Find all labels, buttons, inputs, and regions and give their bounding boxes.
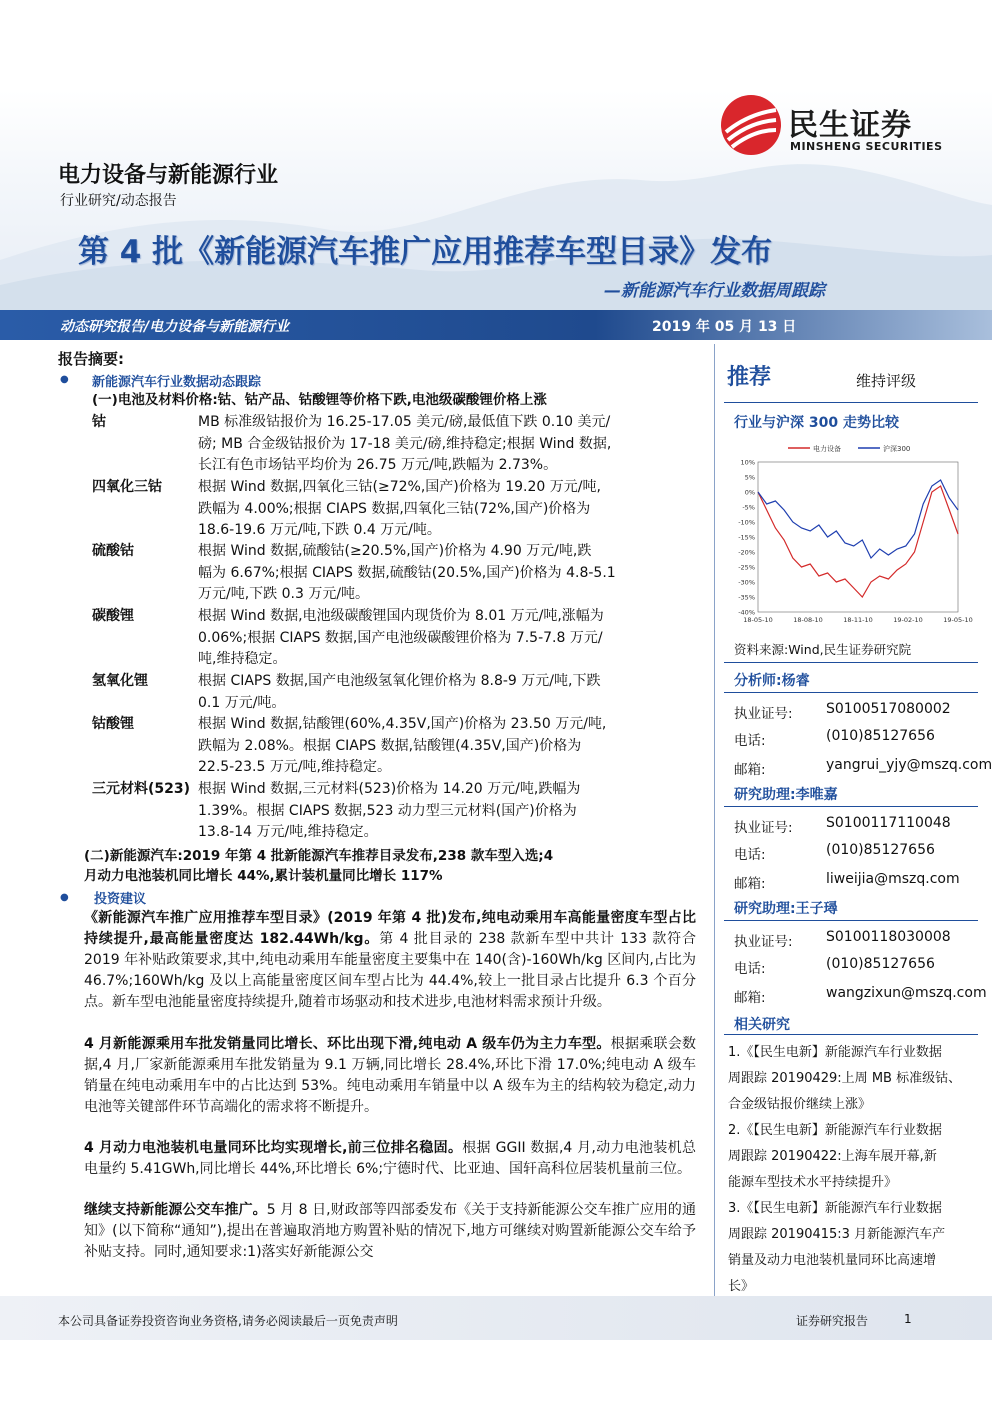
material-desc-line: 0.1 万元/吨。 — [198, 694, 286, 711]
material-desc-line: 幅为 6.67%;根据 CIAPS 数据,硫酸钴(20.5%,国产)价格为 4.8-5.1 — [198, 564, 616, 581]
material-desc-line: 吨,维持稳定。 — [198, 651, 287, 667]
y-tick-label: 10% — [740, 458, 755, 467]
paragraph-sales-body: 根据乘联会数据,4 月,厂家新能源乘用车批发销量为 9.1 万辆,同比增长 28.4%,环比下滑 17.0%;纯电动 A 级车销量在纯电动乘用车中的占比达到 53%。纯电动乘用车销量中以 A 级车为主的结构较为稳定,动力电池等关键部件环节高端化的需求将不断提升。 — [84, 1036, 697, 1115]
paragraph-catalog-body: 第 4 批目录的 238 款新车型中共计 133 款符合 2019 年补贴政策要求,其中,纯电动乘用车能量密度主要集中在 140(含)-160Wh/kg 区间内,占比为 46.7%;160Wh/kg 及以上高能量密度区间车型占比为 44.4%,较上一批目录占比提升 6.3 个百分点。新车型电池能量密度持续提升,随着市场驱动和技术进步,电池材料需求预计升级。 — [84, 931, 696, 1010]
paragraph-battery-body: 根据 GGII 数据,4 月,动力电池装机总电量约 5.41GWh,同比增长 44%,环比增长 6%;宁德时代、比亚迪、国轩高科位居装机量前三位。 — [84, 1140, 696, 1177]
section-heading-data: 新能源汽车行业数据动态跟踪 — [92, 375, 262, 390]
footer-doc-type: 证券研究报告 — [796, 1314, 869, 1328]
material-desc-line: 13.8-14 万元/吨,维持稳定。 — [198, 824, 378, 840]
plot-frame — [758, 462, 958, 612]
phone-label: 电话: — [734, 733, 766, 749]
report-subtitle: —新能源汽车行业数据周跟踪 — [604, 281, 825, 301]
email-address[interactable]: wangzixun@mszq.com — [826, 985, 987, 1001]
legend-label: 电力设备 — [813, 445, 841, 453]
phone-number: (010)85127656 — [826, 842, 935, 858]
material-term: 钴酸锂 — [92, 716, 134, 732]
material-desc-line: 22.5-23.5 万元/吨,维持稳定。 — [198, 759, 392, 775]
related-report-line[interactable]: 销量及动力电池装机量同环比高速增 — [728, 1253, 937, 1268]
subsection-battery-prices: (一)电池及材料价格:钴、钴产品、钴酸锂等价格下跌,电池级碳酸锂价格上涨 — [92, 392, 547, 408]
phone-number: (010)85127656 — [826, 956, 935, 972]
x-tick-label: 18-08-10 — [793, 616, 823, 624]
material-desc-line: 根据 Wind 数据,四氧化三钴(≥72%,国产)价格为 19.20 万元/吨, — [198, 479, 601, 495]
phone-number: (010)85127656 — [826, 728, 935, 744]
material-term: 四氧化三钴 — [92, 479, 162, 495]
material-desc-line: 根据 Wind 数据,电池级碳酸锂国内现货价为 8.01 万元/吨,涨幅为 — [198, 608, 604, 624]
y-tick-label: -15% — [738, 533, 755, 542]
y-tick-label: 0% — [744, 488, 755, 497]
x-tick-label: 19-05-10 — [943, 616, 973, 624]
band-category: 动态研究报告/电力设备与新能源行业 — [60, 319, 290, 335]
analyst-title: 分析师:杨睿 — [734, 673, 810, 689]
material-desc-line: MB 标准级钴报价为 16.25-17.05 美元/磅,最低值下跌 0.10 美元/ — [198, 414, 611, 430]
summary-heading: 报告摘要: — [58, 350, 124, 368]
material-desc-line: 18.6-19.6 万元/吨,下跌 0.4 万元/吨。 — [198, 522, 441, 538]
related-report-line[interactable]: 3.《【民生电新】新能源汽车行业数据 — [728, 1201, 942, 1216]
material-desc-line: 万元/吨,下跌 0.3 万元/吨。 — [198, 586, 370, 602]
paragraph-catalog — [84, 908, 696, 1013]
subsection-nev-line2: 月动力电池装机同比增长 44%,累计装机量同比增长 117% — [84, 868, 443, 884]
minsheng-logo-icon — [718, 92, 784, 158]
material-desc-line: 根据 Wind 数据,钴酸锂(60%,4.35V,国产)价格为 23.50 万元/吨, — [198, 716, 607, 732]
email-label: 邮箱: — [734, 876, 766, 892]
material-term: 三元材料(523) — [92, 781, 191, 797]
paragraph-battery-lead: 4 月动力电池装机电量同环比均实现增长,前三位排名稳固。 — [84, 1140, 463, 1156]
rule — [724, 920, 978, 921]
paragraph-sales — [84, 1034, 696, 1118]
industry-label: 电力设备与新能源行业 — [58, 163, 279, 188]
y-tick-label: -30% — [738, 578, 755, 587]
y-tick-label: 5% — [744, 473, 755, 482]
report-title: 第 4 批《新能源汽车推广应用推荐车型目录》发布 — [78, 234, 773, 270]
analyst-title: 研究助理:王子璕 — [734, 901, 838, 917]
chart-heading: 行业与沪深 300 走势比较 — [734, 415, 899, 431]
section-heading-invest: 投资建议 — [94, 892, 147, 907]
related-report-line[interactable]: 合金级钴报价继续上涨》 — [728, 1097, 872, 1112]
page-number: 1 — [904, 1312, 912, 1326]
y-tick-label: -40% — [738, 608, 755, 617]
material-desc-line: 根据 Wind 数据,三元材料(523)价格为 14.20 万元/吨,跌幅为 — [198, 781, 581, 797]
y-tick-label: -5% — [742, 503, 755, 512]
material-desc-line: 根据 Wind 数据,硫酸钴(≥20.5%,国产)价格为 4.90 万元/吨,跌 — [198, 543, 592, 559]
related-report-line[interactable]: 能源车型技术水平持续提升》 — [728, 1175, 898, 1190]
email-address[interactable]: liweijia@mszq.com — [826, 871, 960, 887]
email-address[interactable]: yangrui_yjy@mszq.com — [826, 757, 992, 773]
material-desc-line: 跌幅为 2.08%。根据 CIAPS 数据,钴酸锂(4.35V,国产)价格为 — [198, 737, 582, 754]
paragraph-sales-lead: 4 月新能源乘用车批发销量同比增长、环比出现下滑,纯电动 A 级车仍为主力车型。 — [84, 1036, 611, 1052]
footer-disclaimer: 本公司具备证券投资咨询业务资格,请务必阅读最后一页免责声明 — [58, 1314, 398, 1328]
report-type: 行业研究/动态报告 — [60, 193, 177, 209]
chart-source: 资料来源:Wind,民生证券研究院 — [734, 642, 912, 657]
material-term: 氢氧化锂 — [92, 673, 148, 689]
paragraph-battery — [84, 1138, 696, 1180]
column-divider — [714, 344, 715, 1300]
x-tick-label: 18-11-10 — [843, 616, 873, 624]
brand-name-en: MINSHENG SECURITIES — [790, 140, 943, 153]
email-label: 邮箱: — [734, 990, 766, 1006]
related-report-line[interactable]: 1.《【民生电新】新能源汽车行业数据 — [728, 1045, 942, 1060]
paragraph-bus-lead: 继续支持新能源公交车推广。 — [84, 1202, 267, 1218]
cert-number: S0100117110048 — [826, 815, 951, 831]
x-tick-label: 18-05-10 — [743, 616, 773, 624]
rule — [724, 1034, 978, 1035]
y-tick-label: -35% — [738, 593, 755, 602]
material-desc-line: 磅; MB 合金级钴报价为 17-18 美元/磅,维持稳定;根据 Wind 数据, — [198, 435, 612, 452]
material-desc-line: 根据 CIAPS 数据,国产电池级氢氧化锂价格为 8.8-9 万元/吨,下跌 — [198, 673, 601, 689]
material-term: 碳酸锂 — [92, 608, 134, 624]
y-tick-label: -10% — [738, 518, 755, 527]
rating-value: 推荐 — [727, 365, 772, 390]
brand-name-cn: 民生证券 — [788, 108, 912, 143]
material-desc-line: 长江有色市场钴平均价为 26.75 万元/吨,跌幅为 2.73%。 — [198, 457, 558, 473]
phone-label: 电话: — [734, 961, 766, 977]
x-tick-label: 19-02-10 — [893, 616, 923, 624]
related-report-line[interactable]: 周跟踪 20190422:上海车展开幕,新 — [728, 1149, 937, 1164]
series-line — [758, 480, 958, 558]
rule — [724, 662, 978, 663]
cert-number: S0100517080002 — [826, 701, 951, 717]
material-desc-line: 0.06%;根据 CIAPS 数据,国产电池级碳酸锂价格为 7.5-7.8 万元/ — [198, 629, 603, 646]
cert-label: 执业证号: — [734, 934, 793, 950]
legend-label: 沪深300 — [883, 445, 911, 453]
cert-number: S0100118030008 — [826, 929, 951, 945]
rule — [724, 402, 978, 403]
material-term: 钴 — [92, 414, 106, 430]
subsection-nev-line1: (二)新能源汽车:2019 年第 4 批新能源汽车推荐目录发布,238 款车型入选;4 — [84, 848, 554, 864]
related-report-line[interactable]: 2.《【民生电新】新能源汽车行业数据 — [728, 1123, 942, 1138]
related-report-line[interactable]: 周跟踪 20190415:3 月新能源汽车产 — [728, 1227, 946, 1242]
y-tick-label: -20% — [738, 548, 755, 557]
rule — [724, 806, 978, 807]
paragraph-catalog-lead: 《新能源汽车推广应用推荐车型目录》(2019 年第 4 批)发布,纯电动乘用车高能量密度车型占比持续提升,最高能量密度达 182.44Wh/kg。 — [84, 910, 696, 947]
material-desc-line: 1.39%。根据 CIAPS 数据,523 动力型三元材料(国产)价格为 — [198, 802, 577, 819]
related-report-line[interactable]: 周跟踪 20190429:上周 MB 标准级钴、 — [728, 1071, 962, 1086]
phone-label: 电话: — [734, 847, 766, 863]
report-date: 2019 年 05 月 13 日 — [652, 319, 797, 335]
email-label: 邮箱: — [734, 762, 766, 778]
rating-note: 维持评级 — [856, 372, 917, 390]
series-line — [758, 486, 958, 597]
related-heading: 相关研究 — [734, 1017, 790, 1033]
related-report-line[interactable]: 长》 — [728, 1279, 755, 1294]
paragraph-bus-body: 5 月 8 日,财政部等四部委发布《关于支持新能源公交车推广应用的通知》(以下简称“通知”),提出在普遍取消地方购置补贴的情况下,地方可继续对购置新能源公交车给予补贴支持。同时,通知要求:1)落实好新能源公交 — [84, 1202, 696, 1260]
y-tick-label: -25% — [738, 563, 755, 572]
cert-label: 执业证号: — [734, 820, 793, 836]
bullet-icon: ● — [60, 892, 69, 903]
paragraph-bus — [84, 1200, 696, 1263]
cert-label: 执业证号: — [734, 706, 793, 722]
material-desc-line: 跌幅为 4.00%;根据 CIAPS 数据,四氧化三钴(72%,国产)价格为 — [198, 500, 591, 517]
bullet-icon: ● — [60, 374, 69, 385]
rule — [724, 692, 978, 693]
analyst-title: 研究助理:李唯嘉 — [734, 787, 838, 803]
trend-chart — [728, 436, 978, 626]
material-term: 硫酸钴 — [92, 543, 134, 559]
